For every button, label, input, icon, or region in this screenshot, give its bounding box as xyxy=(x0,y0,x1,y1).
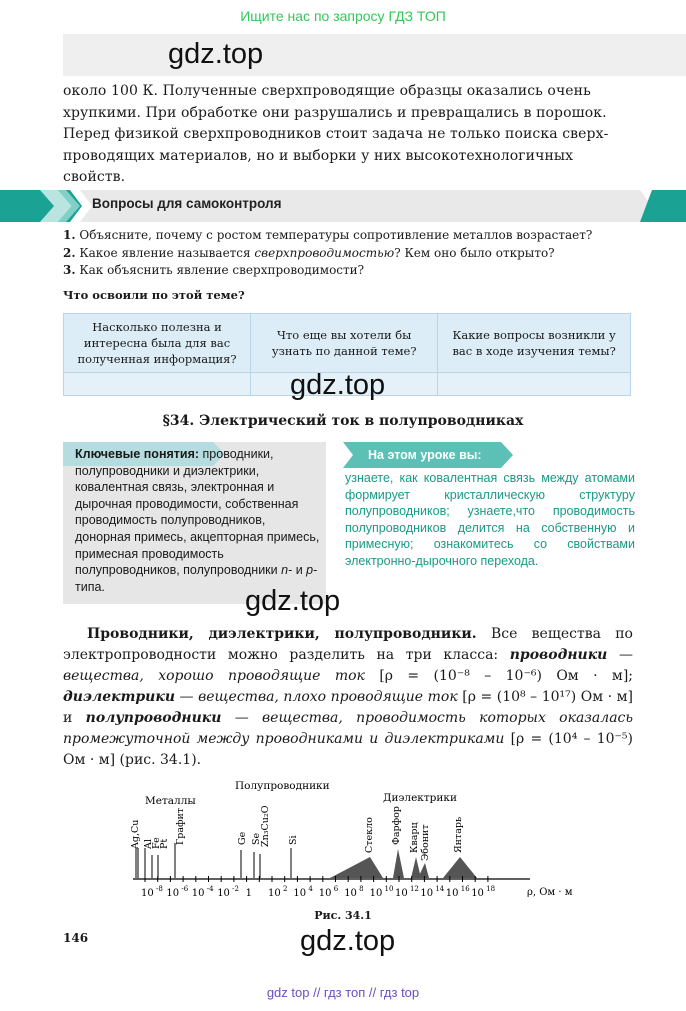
axis-tick-label: 10 $^{-2}$ xyxy=(217,885,239,899)
material-label: Ge xyxy=(237,831,248,845)
lesson-text: узнаете, как ковалентная связь между атомами формирует кристаллическую структуру полупроводников; узнаете,что проводимость полупроводников делится на собственную и примесную; ознакомитесь со свойствами электронно-дырочного перехода. xyxy=(345,471,635,568)
self-control-title: Вопросы для самоконтроля xyxy=(92,196,282,211)
axis-unit: ρ, Ом · м xyxy=(527,887,573,898)
reflection-cell xyxy=(438,373,631,396)
axis-tick-label: 10 $^{-6}$ xyxy=(166,885,189,899)
search-banner: Ищите нас по запросу ГДЗ ТОП xyxy=(240,8,446,24)
question-item: 2. Какое явление называется сверхпроводимостью? Кем оно было открыто? xyxy=(63,245,555,260)
intro-line: проводящих материалов, но и выборки у них высокотехнологичных xyxy=(63,147,574,164)
material-label: Янтарь xyxy=(453,816,464,853)
material-label: Se xyxy=(251,832,262,845)
porcelain-range xyxy=(393,849,404,878)
ebonite-range xyxy=(418,863,429,878)
axis-tick-label: 10 $^{16}$ xyxy=(445,885,470,899)
reflection-cell xyxy=(64,373,251,396)
intro-line: свойств. xyxy=(63,169,126,185)
page-number: 146 xyxy=(63,931,89,945)
axis-tick-label: 10 $^{10}$ xyxy=(369,885,394,899)
axis-tick-label: 10 $^{-4}$ xyxy=(191,885,214,899)
watermark: gdz.top xyxy=(290,369,386,401)
group-label-semiconductors: Полупроводники xyxy=(235,780,330,792)
intro-line: около 100 К. Полученные сверхпроводящие образцы оказались очень xyxy=(63,83,591,99)
intro-line: Перед физикой сверхпроводников стоит задача не только поиска сверх- xyxy=(63,126,609,142)
intro-line: хрупкими. При обработке они разрушались и превращались в порошок. xyxy=(63,104,607,121)
body-paragraph: Проводники, диэлектрики, полупроводники. Все вещества по электропроводности можно разделить на три класса: проводники — вещества, хорошо проводящие ток [ρ = (10⁻⁸ – 10⁻⁶) Ом · м]; диэлектрики — вещества, плохо проводящие ток [ρ = (10⁸ – 10¹⁷) Ом · м] и полупроводники — вещества, проводимость которых оказалась промежуточной между проводниками и диэлектриками [ρ = (10⁴ – 10⁻⁵) Ом · м] (рис. 34.1). xyxy=(63,626,634,768)
material-label: Al xyxy=(143,839,154,849)
question-item: 3. Как объяснить явление сверхпроводимости? xyxy=(63,263,365,277)
learned-title: Что освоили по этой теме? xyxy=(63,288,245,302)
glass-range xyxy=(330,857,383,878)
reflection-header: Какие вопросы возникли у вас в ходе изучения темы? xyxy=(438,314,631,373)
group-label-metals: Металлы xyxy=(145,795,196,807)
axis-tick-label: 10 $^{14}$ xyxy=(420,885,445,899)
axis-tick-label: 10 $^8$ xyxy=(344,885,364,899)
reflection-header: Насколько полезна и интересна была для вас полученная информация? xyxy=(64,314,251,373)
reflection-header: Что еще вы хотели бы узнать по данной теме? xyxy=(251,314,438,373)
key-concepts-text: Ключевые понятия: проводники, полупроводники и диэлектрики, ковалентная связь, электронная и дырочная проводимости, собственная проводимость полупроводников, донорная примесь, акцепторная примесь, примесная проводимость полупроводников, полупроводники n- и p-типа. xyxy=(75,447,320,594)
axis-tick-label: 1 xyxy=(245,888,252,899)
material-label: Фарфор xyxy=(391,806,402,845)
lesson-label: На этом уроке вы: xyxy=(368,448,482,462)
footer-links[interactable]: gdz top // гдз топ // гдз top xyxy=(266,985,420,1000)
axis-tick-label: 10 $^{-8}$ xyxy=(141,885,163,899)
resistivity-figure xyxy=(125,775,595,910)
material-label: Эбонит xyxy=(420,824,431,861)
watermark: gdz.top xyxy=(300,925,396,957)
group-label-dielectrics: Диэлектрики xyxy=(383,792,457,804)
question-item: 1. Объясните, почему с ростом температуры сопротивление металлов возрастает? xyxy=(63,228,593,242)
material-label: Zn₃Cu₂O xyxy=(260,805,271,847)
axis-tick-label: 10 $^{18}$ xyxy=(471,885,496,899)
question-list xyxy=(63,227,592,280)
watermark: gdz.top xyxy=(168,38,264,70)
material-label: Fe xyxy=(151,837,162,849)
axis-tick-label: 10 $^2$ xyxy=(268,885,288,899)
intro-paragraph xyxy=(63,81,633,189)
header-bar xyxy=(63,34,686,76)
axis-tick-label: 10 $^4$ xyxy=(293,885,313,899)
watermark: gdz.top xyxy=(245,585,341,617)
paragraph-title: §34. Электрический ток в полупроводниках xyxy=(162,413,524,429)
axis-tick-label: 10 $^{12}$ xyxy=(395,885,419,899)
material-label: Кварц xyxy=(409,822,420,853)
figure-caption: Рис. 34.1 xyxy=(314,909,372,922)
material-label: Ag,Cu xyxy=(130,819,141,849)
material-label: Pt xyxy=(159,838,170,849)
material-label: Стекло xyxy=(364,817,375,853)
material-label: Si xyxy=(288,835,299,845)
axis-tick-label: 10 $^6$ xyxy=(318,885,339,899)
material-label: Графит xyxy=(175,807,186,845)
amber-range xyxy=(443,857,477,878)
